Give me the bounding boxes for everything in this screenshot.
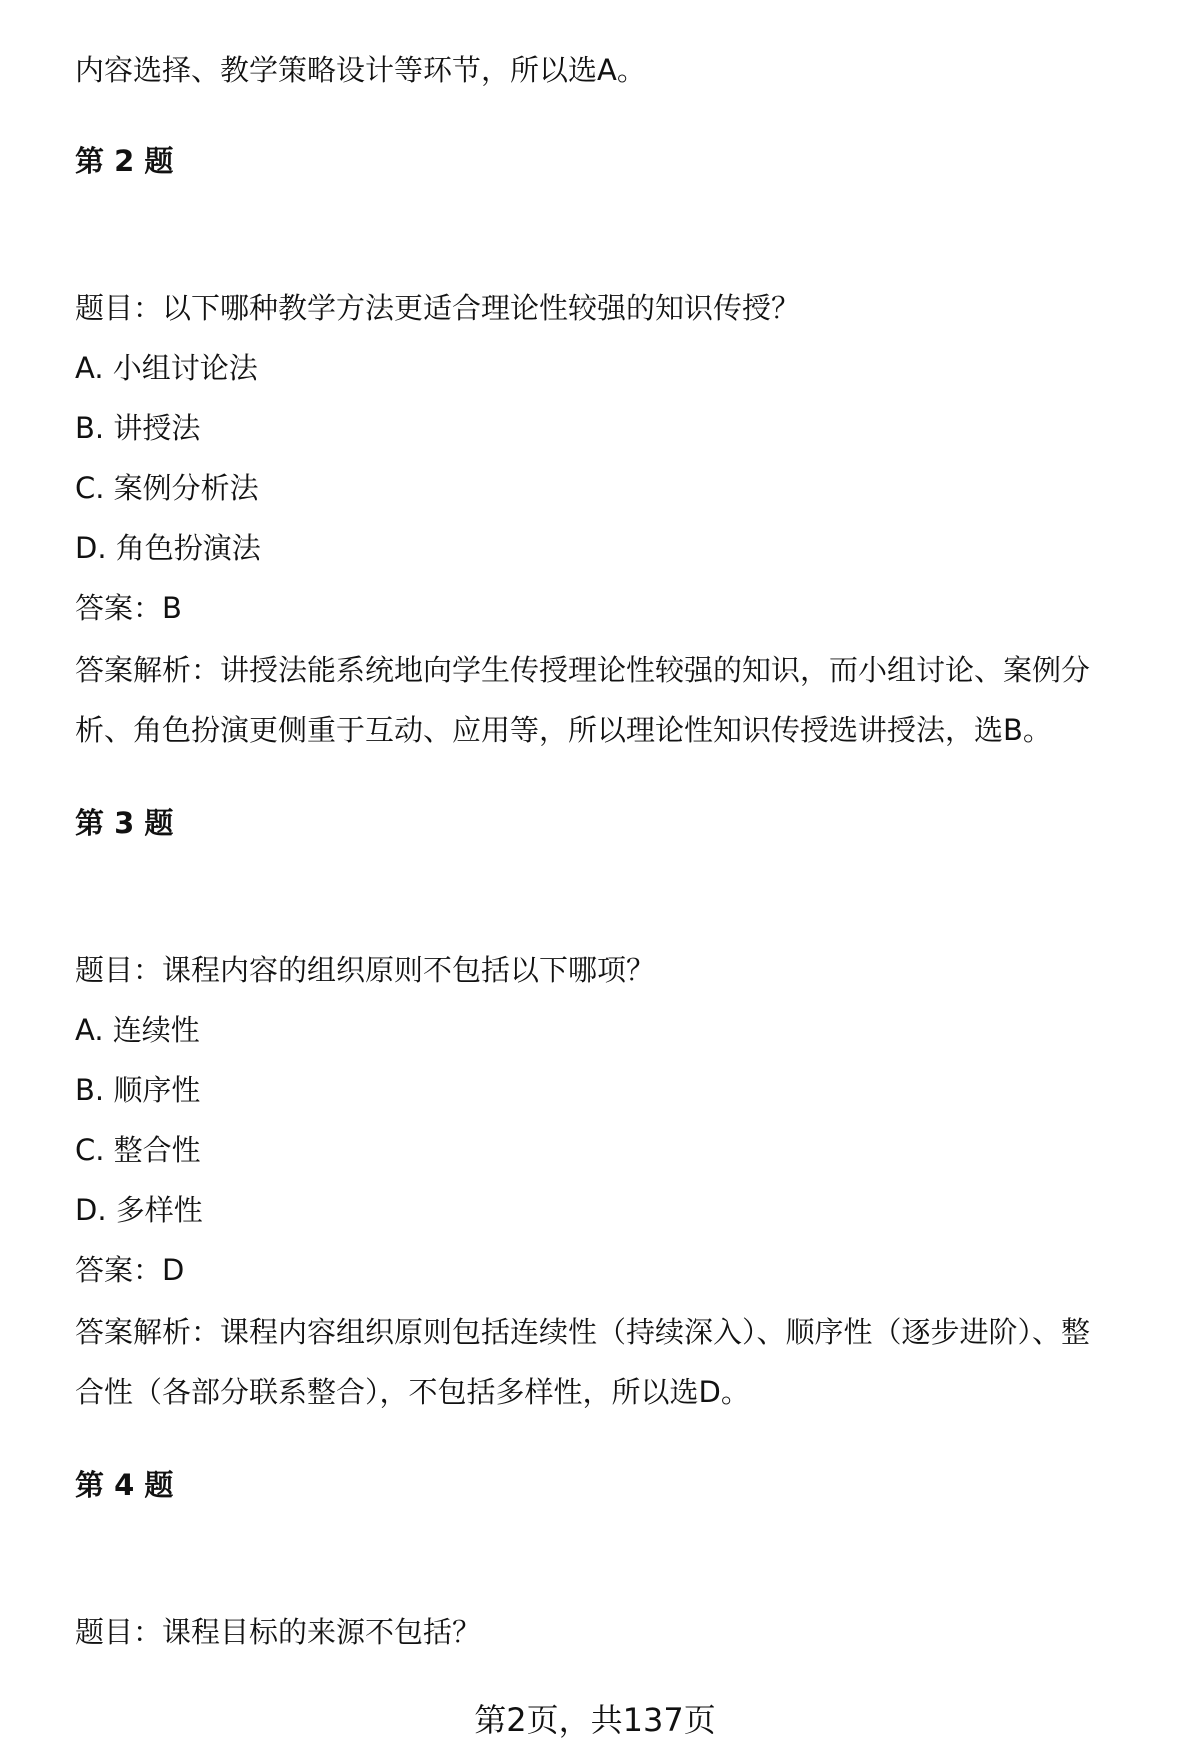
analysis-line: 答案解析：课程内容组织原则包括连续性（持续深入）、顺序性（逐步进阶）、整 bbox=[75, 1315, 1091, 1349]
option-d: D. 角色扮演法 bbox=[75, 531, 261, 565]
answer: 答案：B bbox=[75, 591, 182, 625]
option-d: D. 多样性 bbox=[75, 1193, 203, 1227]
option-a: A. 连续性 bbox=[75, 1013, 200, 1047]
analysis-line: 析、角色扮演更侧重于互动、应用等，所以理论性知识传授选讲授法，选B。 bbox=[75, 713, 1052, 747]
page-number: 第2页，共137页 bbox=[474, 1701, 716, 1739]
question-heading: 第 2 题 bbox=[75, 144, 174, 178]
question-stem: 题目：课程目标的来源不包括？ bbox=[75, 1615, 482, 1649]
option-c: C. 整合性 bbox=[75, 1133, 201, 1167]
question-stem: 题目：以下哪种教学方法更适合理论性较强的知识传授？ bbox=[75, 291, 801, 325]
option-c: C. 案例分析法 bbox=[75, 471, 259, 505]
answer: 答案：D bbox=[75, 1253, 185, 1287]
option-b: B. 顺序性 bbox=[75, 1073, 201, 1107]
question-heading: 第 3 题 bbox=[75, 806, 174, 840]
question-stem: 题目：课程内容的组织原则不包括以下哪项？ bbox=[75, 953, 656, 987]
question-heading: 第 4 题 bbox=[75, 1468, 174, 1502]
intro-line: 内容选择、教学策略设计等环节，所以选A。 bbox=[75, 53, 646, 87]
analysis-line: 合性（各部分联系整合），不包括多样性，所以选D。 bbox=[75, 1375, 750, 1409]
option-b: B. 讲授法 bbox=[75, 411, 201, 445]
analysis-line: 答案解析：讲授法能系统地向学生传授理论性较强的知识，而小组讨论、案例分 bbox=[75, 653, 1091, 687]
option-a: A. 小组讨论法 bbox=[75, 351, 258, 385]
